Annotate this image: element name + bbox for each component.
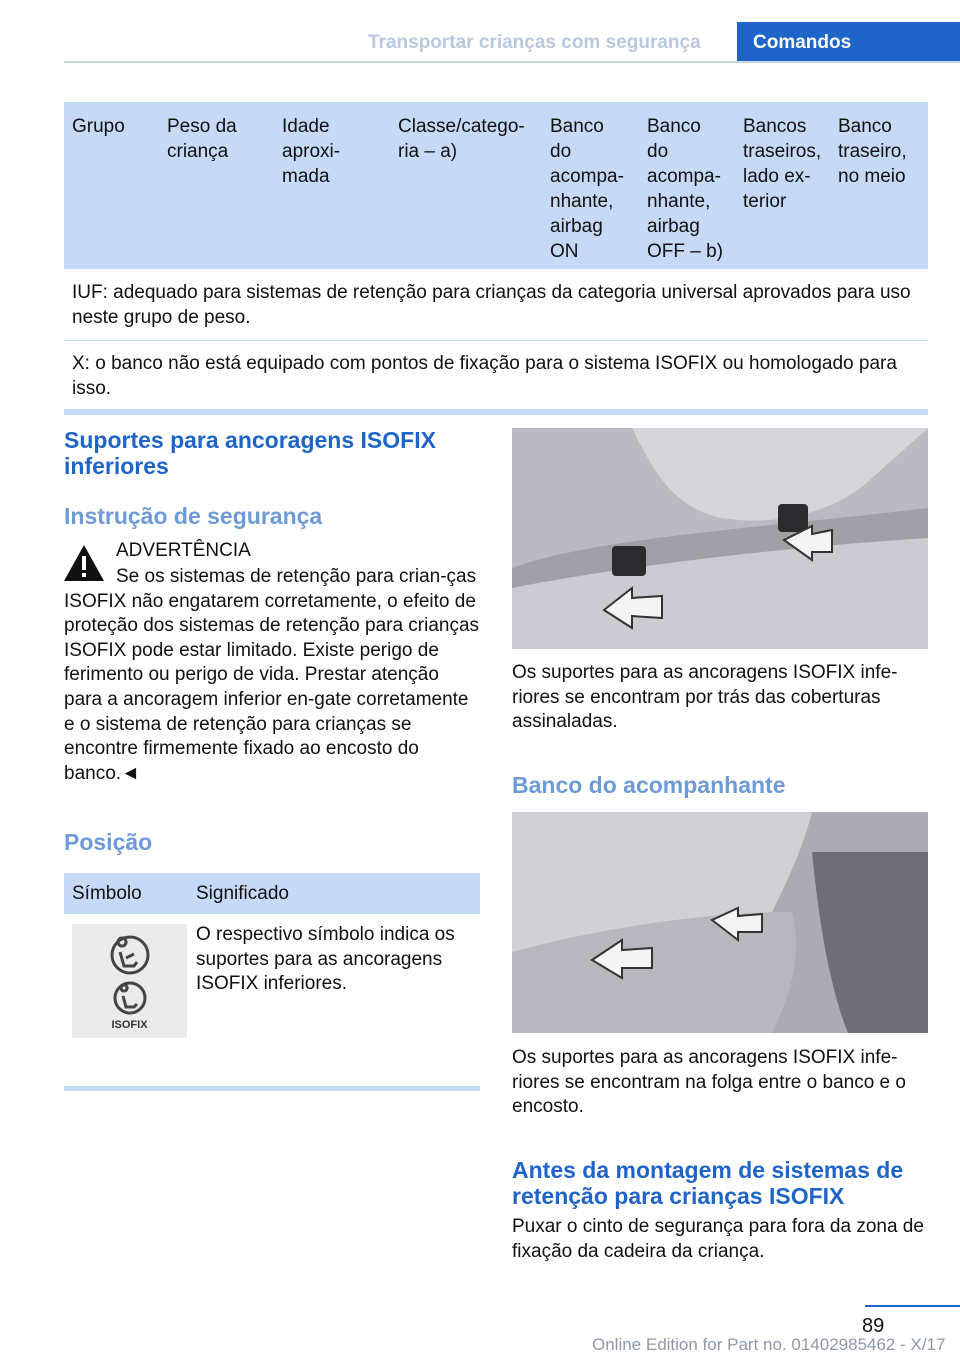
col-header-weight: Peso da criança (167, 116, 237, 162)
edition-footer: Online Edition for Part no. 01402985462 - X/17 (592, 1335, 946, 1354)
chapter-tab: Comandos (737, 22, 960, 63)
col-header-class: Classe/catego- ria – a) (398, 116, 525, 162)
isofix-icon-label: ISOFIX (111, 1019, 148, 1031)
symbol-table-bottom-rule (64, 1086, 480, 1091)
passenger-seat-photo (512, 812, 928, 1033)
col-header-passenger-airbag-on: Banco do acompa- nhante, airbag ON (550, 116, 624, 262)
col-header-symbol: Símbolo (72, 883, 142, 904)
col-header-rear-outer: Bancos traseiros, lado ex- terior (743, 116, 822, 212)
page-number: 89 (862, 1315, 885, 1337)
symbol-meaning: O respectivo símbolo indica os suportes para as ancoragens ISOFIX inferiores. (196, 924, 455, 995)
symbol-table-header (64, 873, 480, 914)
col-header-meaning: Significado (196, 883, 289, 904)
isofix-symbol-icon (72, 924, 187, 1038)
warning-text: Se os sistemas de retenção para crian-ças ISOFIX não engatarem corretamente, o efeito de proteção dos sistemas de retenção para crianças ISOFIX pode estar limitado. Existe perigo de ferimento ou perigo de vida. Prestar atenção para a ancoragem inferior en-gate corretamente e o sistema de retenção para crianças se encontre firmemente fixado ao encosto do banco.◄ (64, 566, 480, 784)
col-header-group: Grupo (72, 116, 125, 137)
heading-before-mounting: Antes da montagem de sistemas de retenção para crianças ISOFIX (512, 1157, 904, 1209)
caption-passenger-seat: Os suportes para as ancoragens ISOFIX infe-riores se encontram na folga entre o banco e o encosto. (512, 1047, 906, 1118)
section-title-isofix: Suportes para ancoragens ISOFIX inferiores (64, 427, 436, 479)
rear-seat-photo (512, 428, 928, 649)
warning-label: ADVERTÊNCIA (116, 540, 251, 561)
heading-passenger-seat: Banco do acompanhante (512, 772, 786, 798)
table-note-x: X: o banco não está equipado com pontos de fixação para o sistema ISOFIX ou homologado para isso. (72, 353, 897, 399)
table-header-row (64, 102, 928, 269)
before-mounting-text: Puxar o cinto de segurança para fora da zona de fixação da cadeira da criança. (512, 1216, 924, 1262)
header-rule (64, 61, 960, 63)
running-header-section: Transportar crianças com segurança (368, 32, 701, 53)
child-seat-table (64, 102, 928, 415)
table-bottom-rule (64, 409, 928, 415)
footer-rule (865, 1305, 960, 1307)
col-header-rear-middle: Banco traseiro, no meio (838, 116, 907, 187)
heading-position: Posição (64, 829, 153, 855)
heading-safety: Instrução de segurança (64, 503, 323, 529)
caption-rear-seat: Os suportes para as ancoragens ISOFIX infe-riores se encontram por trás das coberturas assinaladas. (512, 662, 898, 733)
symbol-row (64, 914, 480, 1047)
col-header-passenger-airbag-off: Banco do acompa- nhante, airbag OFF – b) (647, 116, 724, 262)
symbol-table (64, 873, 480, 1091)
table-note-iuf: IUF: adequado para sistemas de retenção para crianças da categoria universal aprovados para uso neste grupo de peso. (64, 269, 928, 341)
col-header-age: Idade aproxi- mada (282, 116, 341, 187)
